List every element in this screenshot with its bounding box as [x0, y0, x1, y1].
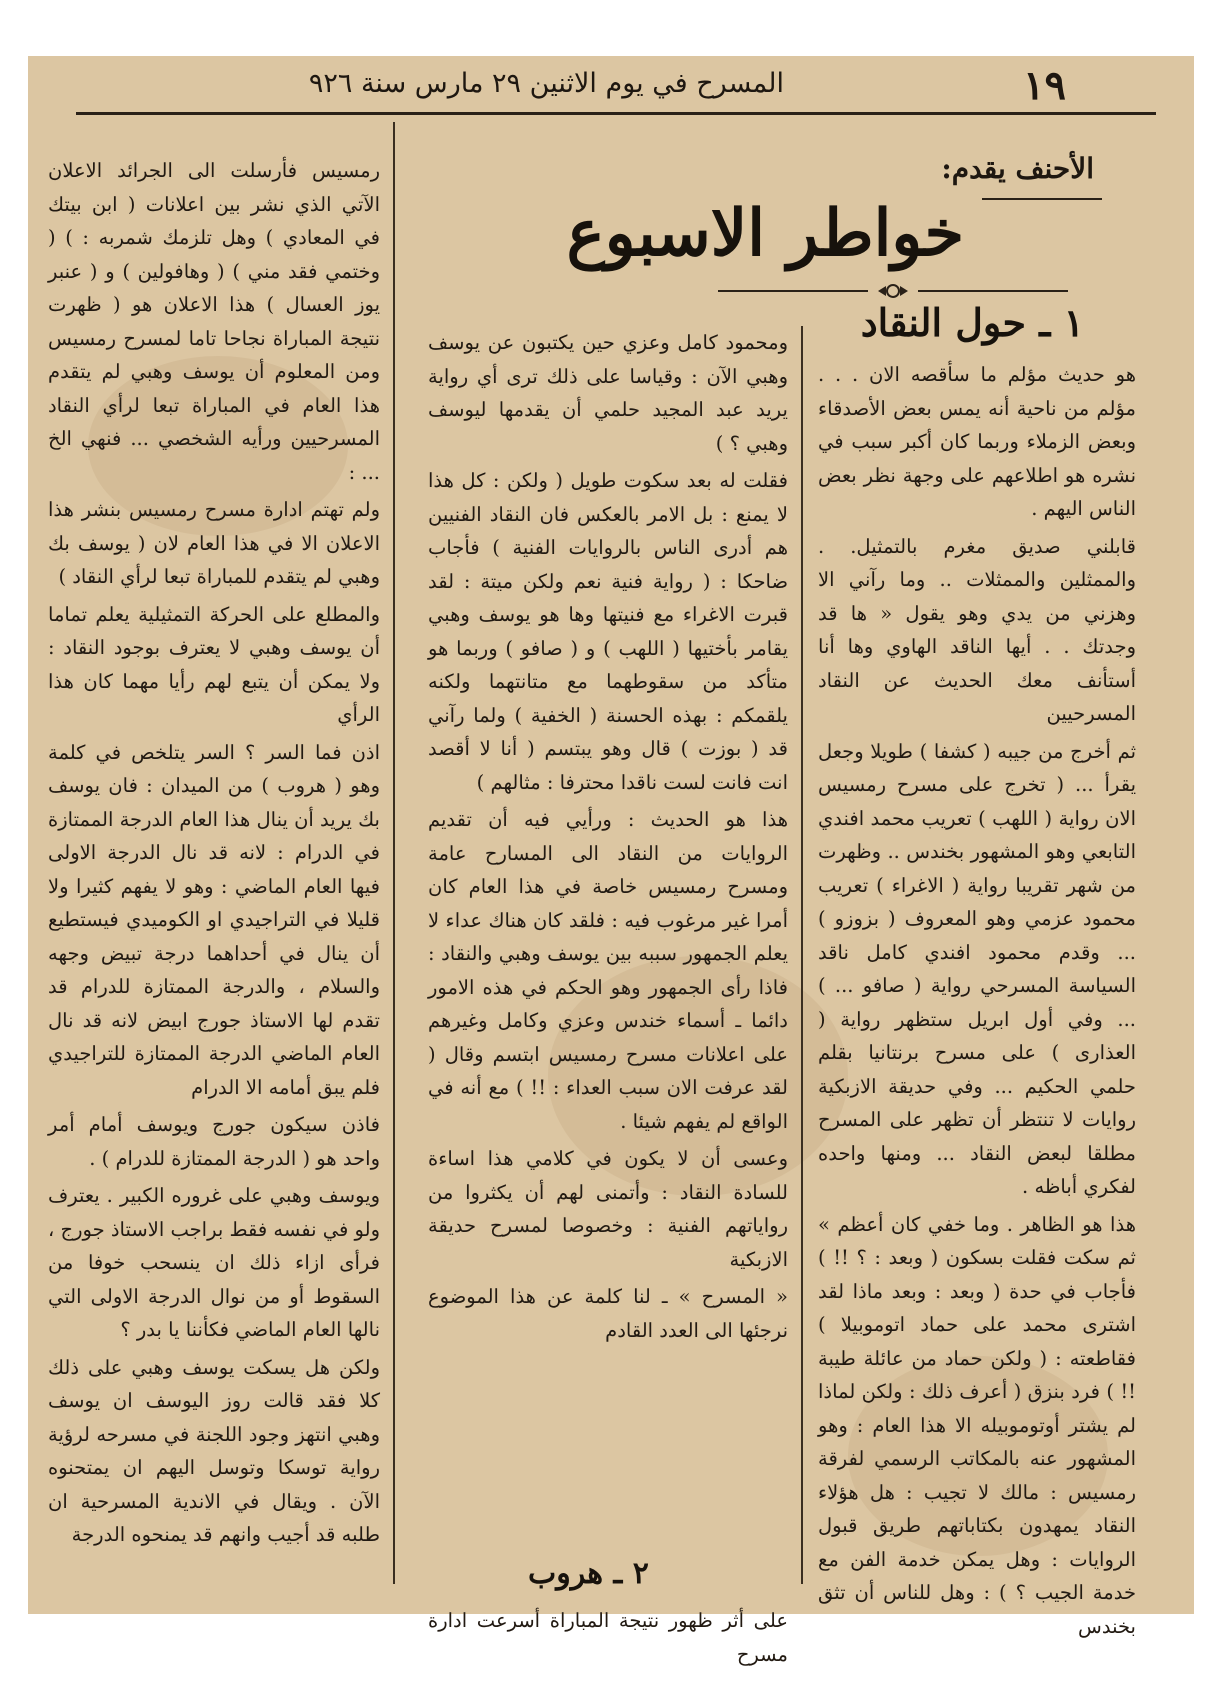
paragraph: فاذن سيكون جورج ويوسف أمام أمر واحد هو ( الدرجة الممتازة للدرام ) . [48, 1113, 380, 1170]
article-column-right [818, 358, 1136, 1647]
running-title: المسرح في يوم الاثنين ٢٩ مارس سنة ٩٢٦ [308, 68, 784, 99]
page-header [28, 56, 1194, 114]
paragraph: على أثر ظهور نتيجة المباراة أسرعت ادارة مسرح [428, 1609, 788, 1666]
paragraph: والمطلع على الحركة التمثيلية يعلم تماما أن يوسف وهبي لا يعترف بوجود النقاد : ولا يمكن أن يتبع لهم رأيا مهما كان هذا الرأي [48, 602, 380, 726]
section-title-escape: ٢ ـ هروب [528, 1556, 649, 1591]
page-number: ١٩ [1023, 62, 1066, 109]
editor-note: « المسرح » ـ لنا كلمة عن هذا الموضوع نرجئها الى العدد القادم [428, 1285, 788, 1342]
article-column-middle-continued [428, 1604, 788, 1675]
section-title-critics: ١ ـ حول النقاد [860, 300, 1084, 345]
paragraph: هذا هو الظاهر . وما خفي كان أعظم » ثم سكت فقلت بسكون ( وبعد : ؟ !! ) فأجاب في حدة ( وبعد : وبعد ماذا لقد اشترى محمد على حماد اتوموبيلا ) فقاطعته : ( ولكن حماد من عائلة طيبة !! ) فرد بنزق ( أعرف ذلك : ولكن لماذا لم يشتر أوتوموبيله الا هذا العام : وهو المشهور عنه بالمكاتب الرسمي لفرقة رمسيس : مالك لا تجيب : هل هؤلاء النقاد يمهدون بكتاباتهم طريق قبول الروايات : وهل يمكن خدمة الفن مع خدمة الجيب ؟ ) : وهل للناس أن تثق بخندس [818, 1212, 1136, 1638]
newspaper-page [28, 56, 1194, 1666]
paragraph: رمسيس فأرسلت الى الجرائد الاعلان الآتي الذي نشر بين اعلانات ( ابن بيتك في المعادي ) وهل تلزمك شمربه : ) ( وختمي فقد مني ) ( وهافولين ) و ( عنبر يوز العسال ) هذا الاعلان هو ( ظهرت نتيجة المباراة نجاحا تاما لمسرح رمسيس ومن المعلوم أن يوسف وهبي لم يتقدم هذا العام في المباراة تبعا لرأي النقاد المسرحيين ورأيه الشخصي ... فنهي الخ ... : [48, 159, 380, 484]
header-rule [76, 112, 1156, 115]
kicker: الأحنف يقدم: [941, 152, 1094, 185]
column-divider [393, 122, 395, 1584]
paragraph: ولم تهتم ادارة مسرح رمسيس بنشر هذا الاعلان الا في هذا العام لان ( يوسف بك وهبي لم يتقدم للمباراة تبعا لرأي النقاد ) [48, 498, 380, 588]
paragraph: وعسى أن لا يكون في كلامي هذا اساءة للسادة النقاد : وأتمنى لهم أن يكثروا من رواياتهم الفنية : وخصوصا لمسرح حديقة الازبكية [428, 1147, 788, 1271]
paragraph: فقلت له بعد سكوت طويل ( ولكن : كل هذا لا يمنع : بل الامر بالعكس فان النقاد الفنيين هم أدرى الناس بالروايات الفنية ) فأجاب ضاحكا : ( رواية فنية نعم ولكن ميتة : لقد قبرت الاغراء مع فنيتها وها هو يوسف وهبي يقامر بأختيها ( اللهب ) و ( صافو ) وربما هو متأكد من سقوطهما مع متانتهما ولكنه يلقمكم : بهذه الحسنة ( الخفية ) ولما رآني قد ( بوزت ) قال وهو يبتسم ( أنا لا أقصد انت فانت لست ناقدا محترفا : مثالهم ) [428, 469, 788, 794]
paragraph: ومحمود كامل وعزي حين يكتبون عن يوسف وهبي الآن : وقياسا على ذلك ترى أي رواية يريد عبد المجيد حلمي أن يقدمها ليوسف وهبي ؟ ) [428, 331, 788, 455]
paragraph: ثم أخرج من جيبه ( كشفا ) طويلا وجعل يقرأ ... ( تخرج على مسرح رمسيس الان رواية ( اللهب ) تعريب محمد افندي التابعي وهو المشهور بخندس .. وظهرت من شهر تقريبا رواية ( الاغراء ) تعريب محمود عزمي وهو المعروف ( بزوزو ) ... وقدم محمود افندي كامل ناقد السياسة المسرحي رواية ( صافو ... ) ... وفي أول ابريل ستظهر رواية ( العذارى ) على مسرح برنتانيا بقلم حلمي الحكيم ... وفي حديقة الازبكية روايات لا تنتظر أن تظهر على المسرح مطلقا لبعض النقاد ... ومنها واحده لفكري أباظه . [818, 739, 1136, 1198]
paragraph: قابلني صديق مغرم بالتمثيل. . والممثلين والممثلات .. وما رآني الا وهزني من يدي وهو يقول « ها قد وجدتك . . أيها الناقد الهاوي وها أنا أستأنف معك الحديث عن النقاد المسرحيين [818, 534, 1136, 725]
paragraph: ويوسف وهبي على غروره الكبير . يعترف ولو في نفسه فقط براجب الاستاذ جورج ، فرأى ازاء ذلك ان ينسحب خوفا من السقوط أو من نوال الدرجة الاولى التي نالها العام الماضي فكأننا يا بدر ؟ [48, 1184, 380, 1341]
paragraph: هذا هو الحديث : ورأيي فيه أن تقديم الروايات من النقاد الى المسارح عامة ومسرح رمسيس خاصة في هذا العام كان أمرا غير مرغوب فيه : فلقد كان هناك عداء لا يعلم الجمهور سببه بين يوسف وهبي والنقاد : فاذا رأى الجمهور وهو الحكم في هذه الامور دائما ـ أسماء خندس وعزي وكامل وغيرهم على اعلانات مسرح رمسيس ابتسم وقال ( لقد عرفت الان سبب العداء : !! ) مع أنه في الواقع لم يفهم شيئا . [428, 808, 788, 1133]
kicker-underline [982, 198, 1102, 200]
paragraph: اذن فما السر ؟ السر يتلخص في كلمة وهو ( هروب ) من الميدان : فان يوسف بك يريد أن ينال هذا العام الدرجة الممتازة في الدرام : لانه قد نال الدرجة الاولى فيها العام الماضي : وهو لا يفهم كثيرا ولا قليلا في التراجيدي او الكوميدي فيستطيع أن ينال في أحداهما درجة تبيض وجهه والسلام ، والدرجة الممتازة للدرام قد تقدم لها الاستاذ جورج ابيض لانه قد نال العام الماضي الدرجة الممتازة للتراجيدي فلم يبق أمامه الا الدرام [48, 740, 380, 1099]
paragraph: هو حديث مؤلم ما سأقصه الان . . . مؤلم من ناحية أنه يمس بعض الأصدقاء وبعض الزملاء وربما كان أكبر سبب في نشره هو اطلاعهم على وجهة نظر بعض الناس اليهم . [818, 363, 1136, 520]
column-divider [801, 326, 803, 1584]
paragraph: ولكن هل يسكت يوسف وهبي على ذلك كلا فقد قالت روز اليوسف ان يوسف وهبي انتهز وجود اللجنة في مسرحه لرؤية رواية توسكا وتوسل اليهم ان يمتحنوه الآن . ويقال في الاندية المسرحية ان طلبه قد أجيب وانهم قد يمنحوه الدرجة [48, 1355, 380, 1546]
headline: خواطر الاسبوع [566, 196, 964, 271]
article-column-middle [428, 326, 788, 1351]
ornament-divider [718, 282, 1068, 300]
article-column-left [48, 154, 380, 1556]
